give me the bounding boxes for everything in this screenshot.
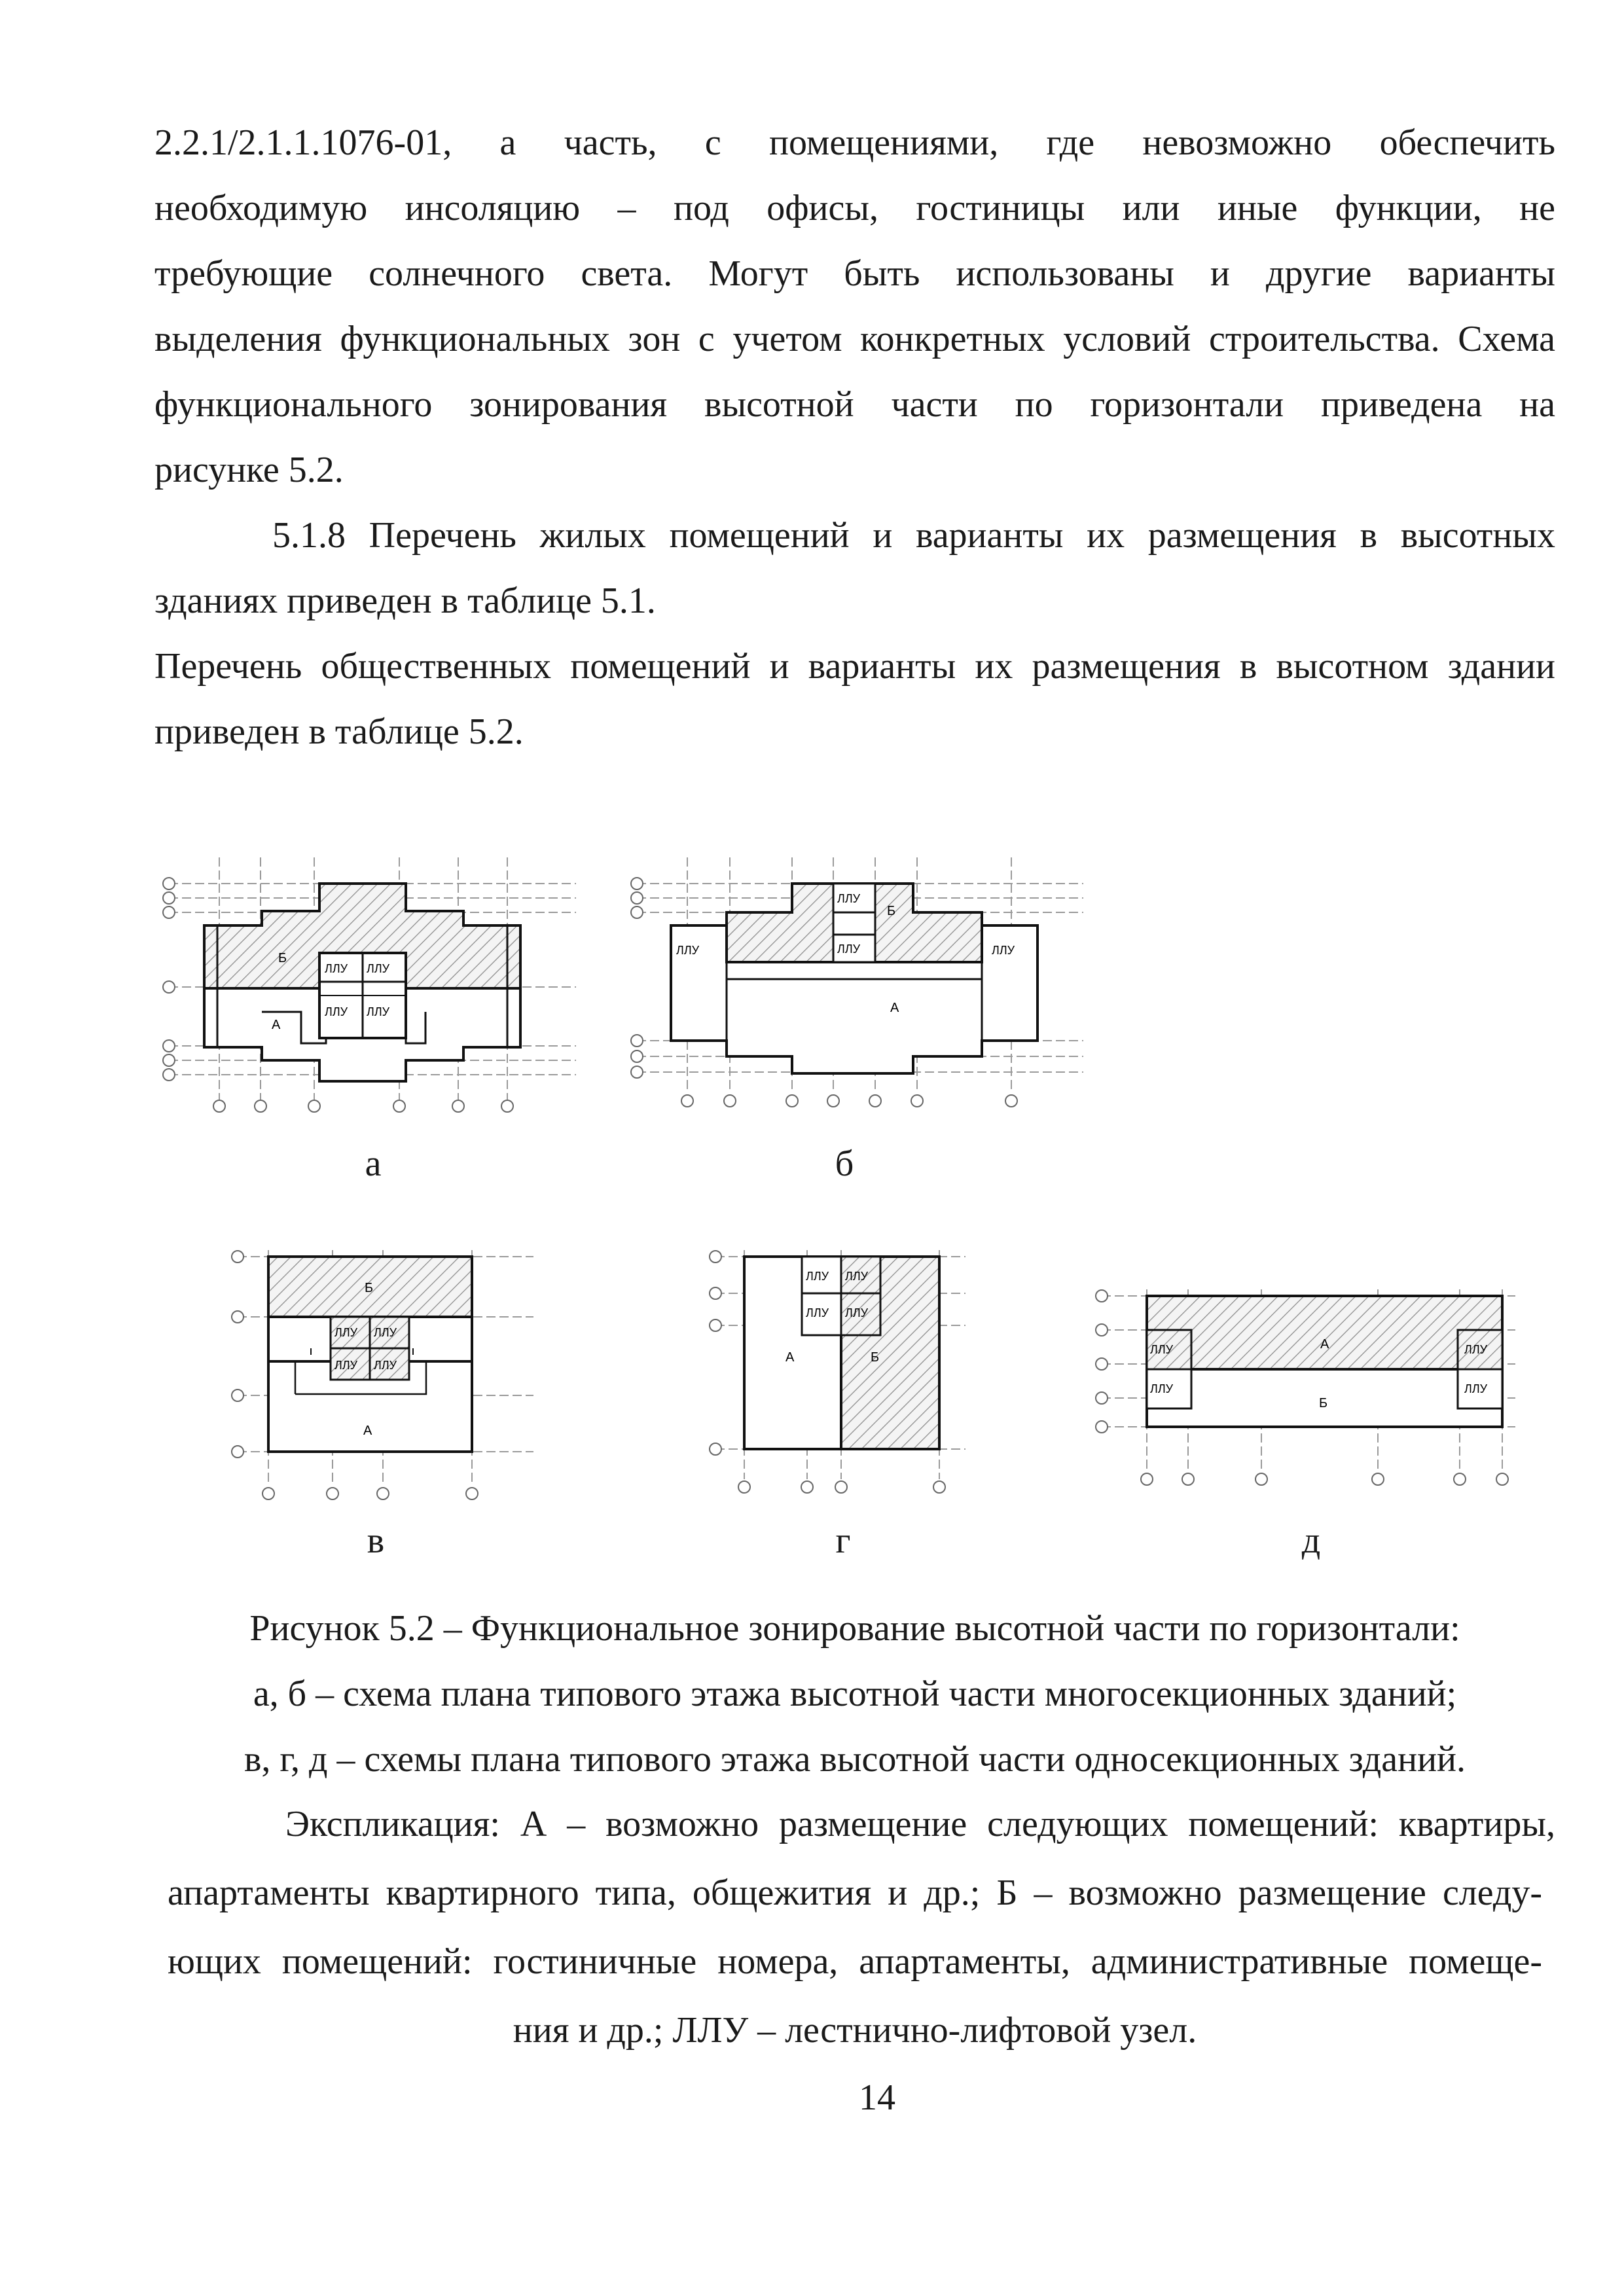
panel-label-b: б (835, 1143, 854, 1184)
core-label: ЛЛУ (334, 1359, 358, 1372)
page-number: 14 (859, 2077, 895, 2118)
text-line: 2.2.1/2.1.1.1076-01, а часть, с помещениями, где невозможно обеспечить (154, 122, 1555, 163)
explication-line: апартаменты квартирного типа, общежития и др.; Б – возможно размещение следу- (168, 1873, 1542, 1913)
figure-caption-line: а, б – схема плана типового этажа высотной части многосекционных зданий; (253, 1674, 1457, 1714)
paragraph-zoning (154, 110, 1555, 516)
paragraph-5-1-8 (154, 503, 1555, 634)
text-line: приведен в таблице 5.2. (154, 711, 524, 752)
zone-b-label: Б (871, 1350, 880, 1365)
core-label: ЛЛУ (1150, 1343, 1174, 1356)
text-line: Перечень общественных помещений и варианты их размещения в высотном здании (154, 646, 1555, 687)
core-label: ЛЛУ (845, 1306, 869, 1319)
text-line: функционального зонирования высотной части по горизонтали приведена на (154, 384, 1555, 425)
core-label: ЛЛУ (325, 1005, 348, 1018)
floor-plan-a (157, 857, 576, 1132)
zone-b-label: Б (1319, 1396, 1328, 1410)
zone-a-label: А (1320, 1337, 1329, 1352)
panel-label-v: в (367, 1520, 385, 1561)
zone-b-label: Б (278, 951, 287, 965)
floor-plan-b (625, 857, 1083, 1119)
core-label: ЛЛУ (1464, 1382, 1488, 1395)
core-label: ЛЛУ (367, 1005, 390, 1018)
explication-line: ющих помещений: гостиничные номера, апартаменты, административные помеще- (168, 1941, 1542, 1982)
panel-label-d: д (1301, 1520, 1321, 1561)
zone-a-label: А (785, 1350, 795, 1365)
core-label: ЛЛУ (367, 962, 390, 975)
core-label: ЛЛУ (334, 1326, 358, 1339)
core-label: ЛЛУ (1150, 1382, 1174, 1395)
core-label: ЛЛУ (325, 962, 348, 975)
figure-caption-title: Рисунок 5.2 – Функциональное зонирование высотной части по горизонтали: (249, 1608, 1460, 1649)
core-label: ЛЛУ (374, 1326, 397, 1339)
core-label: ЛЛУ (806, 1306, 829, 1319)
core-label: ЛЛУ (837, 942, 861, 956)
explication (154, 1790, 1555, 2065)
figure-caption-line: в, г, д – схемы плана типового этажа высотной части односекционных зданий. (244, 1739, 1466, 1780)
floor-plan-v (226, 1230, 533, 1505)
text-line: выделения функциональных зон с учетом конкретных условий строительства. Схема (154, 319, 1555, 359)
panel-label-a: а (365, 1143, 382, 1184)
zone-a-label: А (272, 1018, 281, 1032)
text-line: требующие солнечного света. Могут быть использованы и другие варианты (154, 253, 1555, 294)
core-label: ЛЛУ (374, 1359, 397, 1372)
panel-label-g: г (835, 1520, 851, 1561)
zone-a-label: А (363, 1424, 372, 1438)
zone-b-label: Б (365, 1281, 374, 1295)
core-label: ЛЛУ (1464, 1343, 1488, 1356)
zone-a-label: А (890, 1001, 899, 1015)
core-label: ЛЛУ (992, 944, 1015, 957)
text-line: необходимую инсоляцию – под офисы, гостиницы или иные функции, не (154, 188, 1555, 228)
text-line: зданиях приведен в таблице 5.1. (154, 581, 656, 621)
zone-b-label: Б (887, 904, 896, 918)
floor-plan-d (1090, 1276, 1515, 1492)
floor-plan-g (704, 1230, 965, 1499)
paragraph-public-rooms (154, 634, 1555, 764)
text-line: 5.1.8 Перечень жилых помещений и варианты их размещения в высотных (272, 515, 1555, 556)
explication-line: Экспликация: А – возможно размещение следующих помещений: квартиры, (285, 1804, 1555, 1844)
core-label: ЛЛУ (806, 1270, 829, 1283)
core-label: ЛЛУ (845, 1270, 869, 1283)
core-label: ЛЛУ (676, 944, 700, 957)
core-label: ЛЛУ (837, 892, 861, 905)
text-line: рисунке 5.2. (154, 450, 344, 490)
explication-line: ния и др.; ЛЛУ – лестнично-лифтовой узел. (513, 2010, 1197, 2051)
